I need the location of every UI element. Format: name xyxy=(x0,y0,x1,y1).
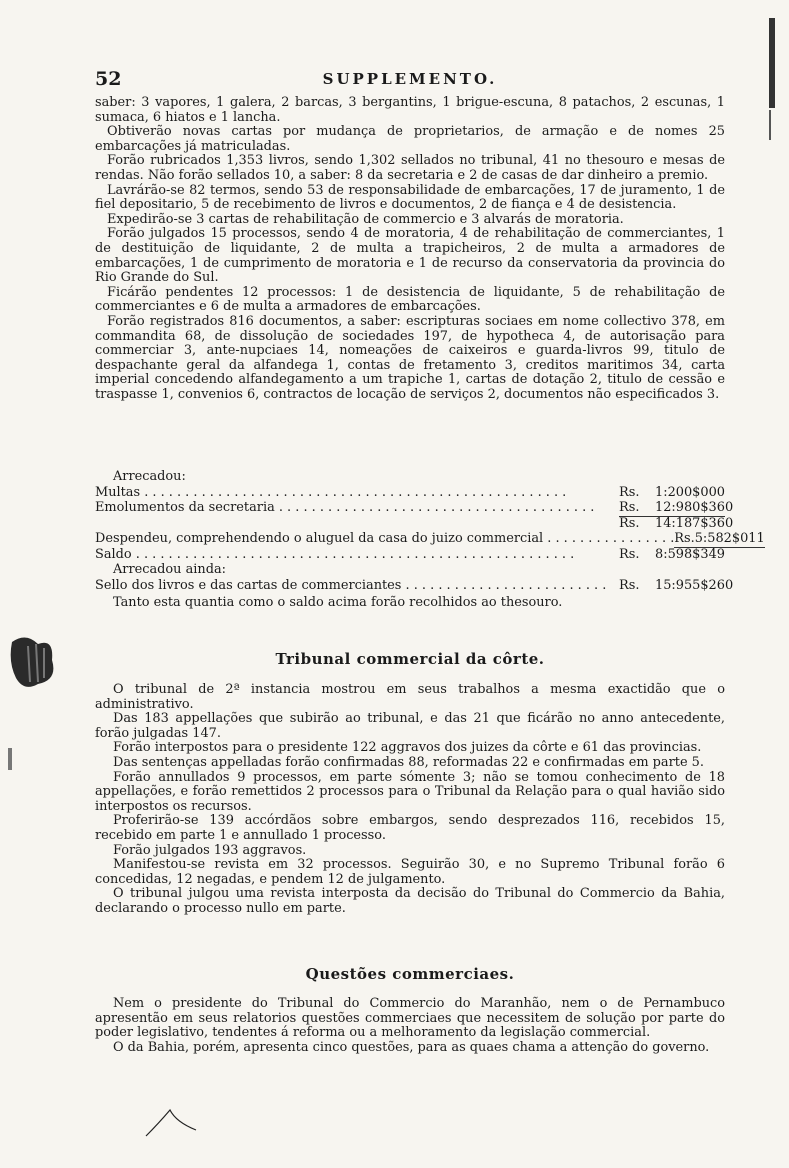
currency-label: Rs. xyxy=(619,546,640,562)
account-heading xyxy=(95,470,725,486)
paragraph: Proferirão-se 139 accórdãos sobre embargos, sendo desprezados 116, recebidos 15, recebido em parte 1 e annullado 1 processo. xyxy=(95,813,725,843)
account-row xyxy=(95,515,734,533)
currency-label: Rs. xyxy=(674,531,695,546)
section-title: Questões commerciaes. xyxy=(305,965,515,983)
page-header xyxy=(95,68,725,92)
binding-edge-mark xyxy=(769,18,775,108)
running-title: SUPPLEMENTO. xyxy=(322,70,498,88)
paragraph: Nem o presidente do Tribunal do Commercio do Maranhão, nem o de Pernambuco apresentão em seus relatorios questões commerciaes que necessitem de solução por parte do poder legislativo, tendentes á reforma ou a melhoramento da legislação commercial. xyxy=(95,996,725,1041)
account-heading xyxy=(95,563,725,579)
currency-label: Rs. xyxy=(619,484,640,500)
section-text xyxy=(95,683,725,917)
paragraph: Forão registrados 816 documentos, a saber: escripturas sociaes em nome collectivo 378, em commandita 68, de dissolução de sociedades 197, de hypotheca 4, de autorisação para commerciar 3, ante-nupciaes 14, nomeações de caixeiros e guarda-livros 99, titulo de despachante geral da alfandega 1, contas de fretamento 3, creditos maritimos 34, carta imperial concedendo alfandegamento a um trapiche 1, cartas de dotação 2, titulo de cessão e traspasse 1, convenios 6, contractos de locação de serviços 2, documentos não especificados 3. xyxy=(95,313,725,402)
currency-label: Rs. xyxy=(619,501,655,517)
account-label: Multas . . . . . . . . . . . . . . . . . . . . . . . . . . . . . . . . . . . . . . . . . . . . . . . . . . . . xyxy=(95,484,567,500)
paragraph: Forão rubricados 1,353 livros, sendo 1,302 sellados no tribunal, 41 no thesouro e mesas de rendas. Não forão sellados 10, a saber: 8 da secretaria e 2 de casas de dar dinheiro a premio. xyxy=(95,153,725,183)
account-total: 14:187$360 xyxy=(655,515,734,531)
paragraph: O tribunal julgou uma revista interposta da decisão do Tribunal do Commercio da Bahia, declarando o processo nullo em parte. xyxy=(95,886,725,916)
paragraph: Ficárão pendentes 12 processos: 1 de desistencia de liquidante, 5 de rehabilitação de commerciantes e 6 de multa a armadores de embarcações. xyxy=(95,284,725,315)
account-value: 5:582$011 xyxy=(694,531,765,546)
margin-mark xyxy=(8,748,12,770)
paragraph: O tribunal de 2ª instancia mostrou em seus trabalhos a mesma exactidão que o administrativo. xyxy=(95,682,725,712)
paragraph: Das sentenças appelladas forão confirmadas 88, reformadas 22 e confirmadas em parte 5. xyxy=(113,754,704,770)
accounts-table xyxy=(95,469,765,611)
intro-text xyxy=(95,96,725,402)
paragraph: Das 183 appellações que subirão ao tribunal, e das 21 que ficárão no anno antecedente, forão julgadas 147. xyxy=(95,711,725,741)
paragraph: Expedirão-se 3 cartas de rehabilitação de commercio e 3 alvarás de moratoria. xyxy=(107,211,624,227)
paragraph: Forão annullados 9 processos, em parte sómente 3; não se tomou conhecimento de 18 appellações, e forão remettidos 2 processos para o Tribunal da Relação para o qual havião sido interpostos os recursos. xyxy=(95,769,725,814)
account-label: Emolumentos da secretaria . . . . . . . . . . . . . . . . . . . . . . . . . . . . . . . . . . . . . . . xyxy=(95,500,595,515)
currency-label: Rs. xyxy=(619,577,640,593)
account-value: 1:200$000 xyxy=(655,484,725,500)
paragraph: Forão julgados 15 processos, sendo 4 de moratoria, 4 de rehabilitação de commerciantes, 1 de destituição de liquidante, 2 de multa a trapicheiros, 2 de multa a armadores de embarcações, 1 de cumprimento de moratoria e 1 de recurso da conservatoria da provincia do Rio Grande do Sul. xyxy=(95,226,725,286)
page-number: 52 xyxy=(95,68,122,90)
paragraph: Forão julgados 193 aggravos. xyxy=(113,842,307,858)
paragraph: saber: 3 vapores, 1 galera, 2 barcas, 3 bergantins, 1 brigue-escuna, 8 patachos, 2 escunas, 1 sumaca, 6 hiatos e 1 lancha. xyxy=(95,95,725,125)
account-label: Saldo . . . . . . . . . . . . . . . . . . . . . . . . . . . . . . . . . . . . . . . . . . . . . . . . . . . . . . xyxy=(95,546,575,562)
paragraph: O da Bahia, porém, apresenta cinco questões, para as quaes chama a attenção do governo. xyxy=(113,1039,710,1055)
paragraph: Lavrárão-se 82 termos, sendo 53 de responsabilidade de embarcações, 17 de juramento, 1 de fiel depositario, 5 de recebimento de livros e documentos, 2 de fiança e 4 de desistencia. xyxy=(95,182,725,213)
account-label: Despendeu, comprehendendo o aluguel da casa do juizo commercial . . . . . . . . . . . . . . . . xyxy=(95,531,675,546)
account-row xyxy=(95,577,734,595)
account-label: Sello dos livros e das cartas de commerciantes . . . . . . . . . . . . . . . . . . . . . . . . . xyxy=(95,577,607,593)
account-row xyxy=(95,548,725,564)
paragraph: Manifestou-se revista em 32 processos. Seguirão 30, e no Supremo Tribunal forão 6 concedidas, 12 negadas, e pendem 12 de julgamento. xyxy=(95,857,725,887)
paragraph: Forão interpostos para o presidente 122 aggravos dos juizes da côrte e 61 das provincias. xyxy=(113,740,702,756)
ink-blot xyxy=(8,632,60,692)
currency-label: Rs. xyxy=(619,515,640,531)
account-label: Arrecadou: xyxy=(113,469,186,484)
section-text xyxy=(95,997,725,1055)
account-row xyxy=(95,500,734,517)
pen-stroke xyxy=(140,1100,200,1140)
paragraph: Obtiverão novas cartas por mudança de proprietarios, de armação e de nomes 25 embarcações já matriculadas. xyxy=(95,124,725,154)
account-row xyxy=(95,486,725,502)
binding-edge-mark xyxy=(769,110,771,140)
account-value: 8:598$349 xyxy=(655,546,725,562)
account-value: 15:955$260 xyxy=(655,577,734,593)
account-row xyxy=(95,531,765,548)
account-value: 12:980$360 xyxy=(655,500,734,515)
section-title: Tribunal commercial da côrte. xyxy=(275,650,545,668)
account-note: Tanto esta quantia como o saldo acima forão recolhidos ao thesouro. xyxy=(113,595,563,610)
account-label: Arrecadou ainda: xyxy=(113,562,226,577)
